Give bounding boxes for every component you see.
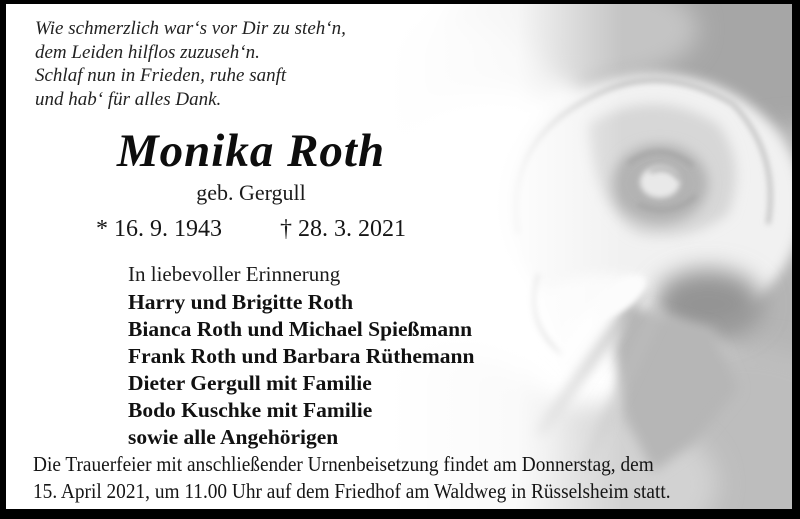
- remembrance-heading: In liebevoller Erinnerung: [128, 262, 341, 286]
- mourner-name: Harry und Brigitte Roth: [128, 290, 354, 314]
- mourner-name: sowie alle Angehörigen: [128, 425, 339, 449]
- poem-line: dem Leiden hilflos zuzuseh‘n.: [35, 41, 260, 63]
- mourner-name: Bianca Roth und Michael Spießmann: [128, 317, 473, 341]
- death-date: † 28. 3. 2021: [280, 216, 406, 242]
- life-dates: [76, 216, 426, 243]
- mourner-name: Frank Roth und Barbara Rüthemann: [128, 344, 475, 368]
- mourner-name: Bodo Kuschke mit Familie: [128, 398, 373, 422]
- memorial-poem: [35, 17, 346, 111]
- funeral-line: 15. April 2021, um 11.00 Uhr auf dem Friedhof am Waldweg in Rüsselsheim statt.: [33, 478, 671, 503]
- deceased-name: Monika Roth: [116, 125, 386, 177]
- maiden-name: geb. Gergull: [196, 180, 306, 205]
- notice-card: [6, 4, 792, 509]
- birth-date: * 16. 9. 1943: [96, 216, 222, 242]
- funeral-announcement: [33, 451, 671, 504]
- name-block: [76, 126, 426, 243]
- mourner-name: Dieter Gergull mit Familie: [128, 371, 372, 395]
- funeral-line: Die Trauerfeier mit anschließender Urnenbeisetzung findet am Donnerstag, dem: [33, 452, 654, 476]
- poem-line: Schlaf nun in Frieden, ruhe sanft: [35, 65, 287, 86]
- poem-line: Wie schmerzlich war‘s vor Dir zu steh‘n,: [35, 18, 346, 39]
- poem-line: und hab‘ für alles Dank.: [35, 88, 222, 110]
- mourners-list: [128, 289, 474, 451]
